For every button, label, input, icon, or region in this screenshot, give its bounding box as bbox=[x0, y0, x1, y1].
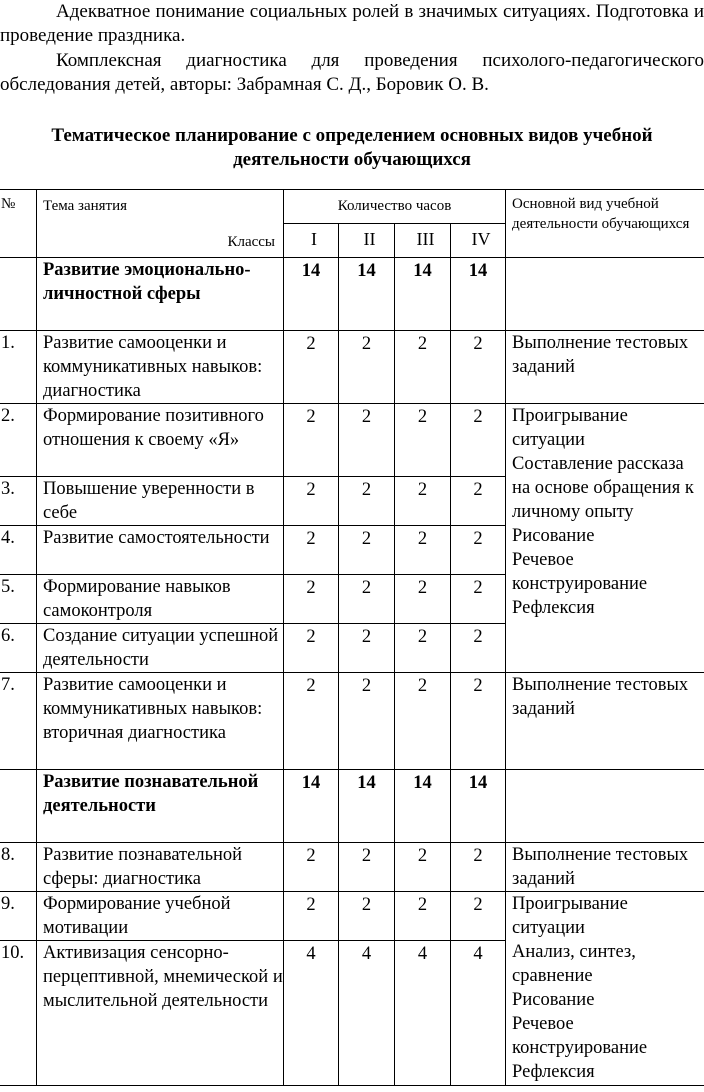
row-hours-3: 4 bbox=[395, 941, 451, 1086]
section-title: Развитие познавательной деятельности bbox=[37, 770, 284, 843]
activity-line: заданий bbox=[512, 699, 575, 719]
row-number: 6. bbox=[0, 624, 37, 673]
row-hours-2: 4 bbox=[339, 941, 395, 1086]
row-hours-3: 2 bbox=[395, 404, 451, 477]
heading-line-2: деятельности обучающихся bbox=[233, 149, 471, 170]
intro-paragraph-1: Адекватное понимание социальных ролей в значимых ситуациях. Подготовка и проведение праздника. bbox=[0, 1, 704, 46]
section-row bbox=[0, 258, 704, 331]
row-hours-2: 2 bbox=[339, 477, 395, 526]
row-hours-1: 2 bbox=[284, 575, 339, 624]
section-hours-3: 14 bbox=[395, 770, 451, 843]
row-hours-2: 2 bbox=[339, 575, 395, 624]
activity-line: заданий bbox=[512, 869, 575, 889]
row-hours-3: 2 bbox=[395, 477, 451, 526]
row-activity bbox=[506, 843, 704, 892]
activity-line: ситуации bbox=[512, 430, 585, 450]
activity-group-cell bbox=[506, 404, 704, 673]
section-hours-2: 14 bbox=[339, 770, 395, 843]
section-hours-2: 14 bbox=[339, 258, 395, 331]
activity-line: конструирование bbox=[512, 574, 648, 594]
row-topic: Формирование навыков самоконтроля bbox=[37, 575, 284, 624]
intro-text bbox=[0, 0, 704, 97]
section-activity-empty bbox=[506, 258, 704, 331]
row-hours-1: 2 bbox=[284, 404, 339, 477]
activity-line: ситуации bbox=[512, 918, 585, 938]
section-hours-1: 14 bbox=[284, 258, 339, 331]
activity-group-cell bbox=[506, 892, 704, 1086]
row-hours-4: 4 bbox=[451, 941, 506, 1086]
row-hours-3: 2 bbox=[395, 575, 451, 624]
row-number: 10. bbox=[0, 941, 37, 1086]
row-hours-2: 2 bbox=[339, 892, 395, 941]
row-hours-2: 2 bbox=[339, 843, 395, 892]
activity-line: Проигрывание bbox=[512, 894, 628, 914]
section-heading bbox=[0, 124, 704, 172]
row-number: 4. bbox=[0, 526, 37, 575]
activity-line: Рисование bbox=[512, 526, 595, 546]
row-hours-4: 2 bbox=[451, 892, 506, 941]
row-hours-3: 2 bbox=[395, 624, 451, 673]
section-number-empty bbox=[0, 258, 37, 331]
row-hours-2: 2 bbox=[339, 404, 395, 477]
row-hours-2: 2 bbox=[339, 331, 395, 404]
row-topic: Формирование позитивного отношения к своему «Я» bbox=[37, 404, 284, 477]
table-row bbox=[0, 331, 704, 404]
activity-line: на основе обращения к bbox=[512, 478, 694, 498]
header-classes: Классы bbox=[227, 234, 275, 250]
row-topic: Формирование учебной мотивации bbox=[37, 892, 284, 941]
activity-line: личному опыту bbox=[512, 502, 634, 522]
section-row bbox=[0, 770, 704, 843]
row-activity bbox=[506, 673, 704, 770]
grade-header-4: IV bbox=[451, 224, 506, 258]
row-topic: Развитие познавательной сферы: диагностика bbox=[37, 843, 284, 892]
row-hours-4: 2 bbox=[451, 843, 506, 892]
row-hours-4: 2 bbox=[451, 624, 506, 673]
grade-header-2: II bbox=[339, 224, 395, 258]
activity-line: сравнение bbox=[512, 966, 593, 986]
row-hours-1: 2 bbox=[284, 624, 339, 673]
table-row bbox=[0, 892, 704, 941]
row-topic: Развитие самостоятельности bbox=[37, 526, 284, 575]
row-activity bbox=[506, 331, 704, 404]
row-hours-1: 2 bbox=[284, 892, 339, 941]
activity-line: Рисование bbox=[512, 990, 595, 1010]
row-topic: Развитие самооценки и коммуникативных навыков: вторичная диагностика bbox=[37, 673, 284, 770]
row-hours-4: 2 bbox=[451, 477, 506, 526]
table-header-row bbox=[0, 190, 704, 224]
activity-line: Выполнение тестовых bbox=[512, 845, 689, 865]
intro-paragraph-2: Комплексная диагностика для проведения психолого-педагогического обследования детей, авторы: Забрамная С. Д., Боровик О. В. bbox=[0, 50, 704, 95]
row-hours-3: 2 bbox=[395, 526, 451, 575]
table-row bbox=[0, 673, 704, 770]
section-title: Развитие эмоционально-личностной сферы bbox=[37, 258, 284, 331]
row-hours-2: 2 bbox=[339, 624, 395, 673]
activity-line: Рефлексия bbox=[512, 598, 595, 618]
activity-line: Составление рассказа bbox=[512, 454, 684, 474]
row-number: 8. bbox=[0, 843, 37, 892]
section-hours-4: 14 bbox=[451, 770, 506, 843]
header-number: № bbox=[0, 190, 37, 258]
activity-line: заданий bbox=[512, 357, 575, 377]
row-number: 7. bbox=[0, 673, 37, 770]
row-hours-1: 4 bbox=[284, 941, 339, 1086]
row-hours-2: 2 bbox=[339, 526, 395, 575]
planning-table-wrapper bbox=[0, 189, 704, 1092]
activity-line: Выполнение тестовых bbox=[512, 333, 689, 353]
activity-line: Анализ, синтез, bbox=[512, 942, 636, 962]
activity-line: Рефлексия bbox=[512, 1062, 595, 1082]
row-hours-1: 2 bbox=[284, 331, 339, 404]
grade-header-3: III bbox=[395, 224, 451, 258]
header-topic-cell bbox=[37, 190, 284, 258]
row-hours-3: 2 bbox=[395, 843, 451, 892]
heading-line-1: Тематическое планирование с определением основных видов учебной bbox=[51, 125, 653, 146]
row-topic: Создание ситуации успешной деятельности bbox=[37, 624, 284, 673]
header-hours: Количество часов bbox=[284, 190, 506, 224]
row-hours-1: 2 bbox=[284, 477, 339, 526]
row-hours-3: 2 bbox=[395, 331, 451, 404]
grade-header-1: I bbox=[284, 224, 339, 258]
row-hours-1: 2 bbox=[284, 673, 339, 770]
section-activity-empty bbox=[506, 770, 704, 843]
row-hours-4: 2 bbox=[451, 526, 506, 575]
section-hours-3: 14 bbox=[395, 258, 451, 331]
row-hours-3: 2 bbox=[395, 673, 451, 770]
header-topic: Тема занятия bbox=[43, 198, 128, 214]
row-topic: Повышение уверенности в себе bbox=[37, 477, 284, 526]
activity-line: Выполнение тестовых bbox=[512, 675, 689, 695]
row-number: 2. bbox=[0, 404, 37, 477]
table-row bbox=[0, 404, 704, 477]
row-number: 1. bbox=[0, 331, 37, 404]
row-hours-2: 2 bbox=[339, 673, 395, 770]
row-hours-1: 2 bbox=[284, 526, 339, 575]
row-number: 3. bbox=[0, 477, 37, 526]
row-hours-4: 2 bbox=[451, 575, 506, 624]
row-hours-4: 2 bbox=[451, 331, 506, 404]
table-row bbox=[0, 843, 704, 892]
row-hours-4: 2 bbox=[451, 673, 506, 770]
row-topic: Активизация сенсорно-перцептивной, мнемической и мыслительной деятельности bbox=[37, 941, 284, 1086]
activity-line: Речевое bbox=[512, 1014, 574, 1034]
section-hours-1: 14 bbox=[284, 770, 339, 843]
row-number: 5. bbox=[0, 575, 37, 624]
header-activity: Основной вид учебной деятельности обучающихся bbox=[506, 190, 704, 258]
row-hours-3: 2 bbox=[395, 892, 451, 941]
planning-table bbox=[0, 189, 704, 1086]
activity-line: Проигрывание bbox=[512, 406, 628, 426]
activity-line: Речевое bbox=[512, 550, 574, 570]
row-hours-1: 2 bbox=[284, 843, 339, 892]
row-topic: Развитие самооценки и коммуникативных навыков: диагностика bbox=[37, 331, 284, 404]
activity-line: конструирование bbox=[512, 1038, 648, 1058]
row-hours-4: 2 bbox=[451, 404, 506, 477]
section-hours-4: 14 bbox=[451, 258, 506, 331]
section-number-empty bbox=[0, 770, 37, 843]
row-number: 9. bbox=[0, 892, 37, 941]
